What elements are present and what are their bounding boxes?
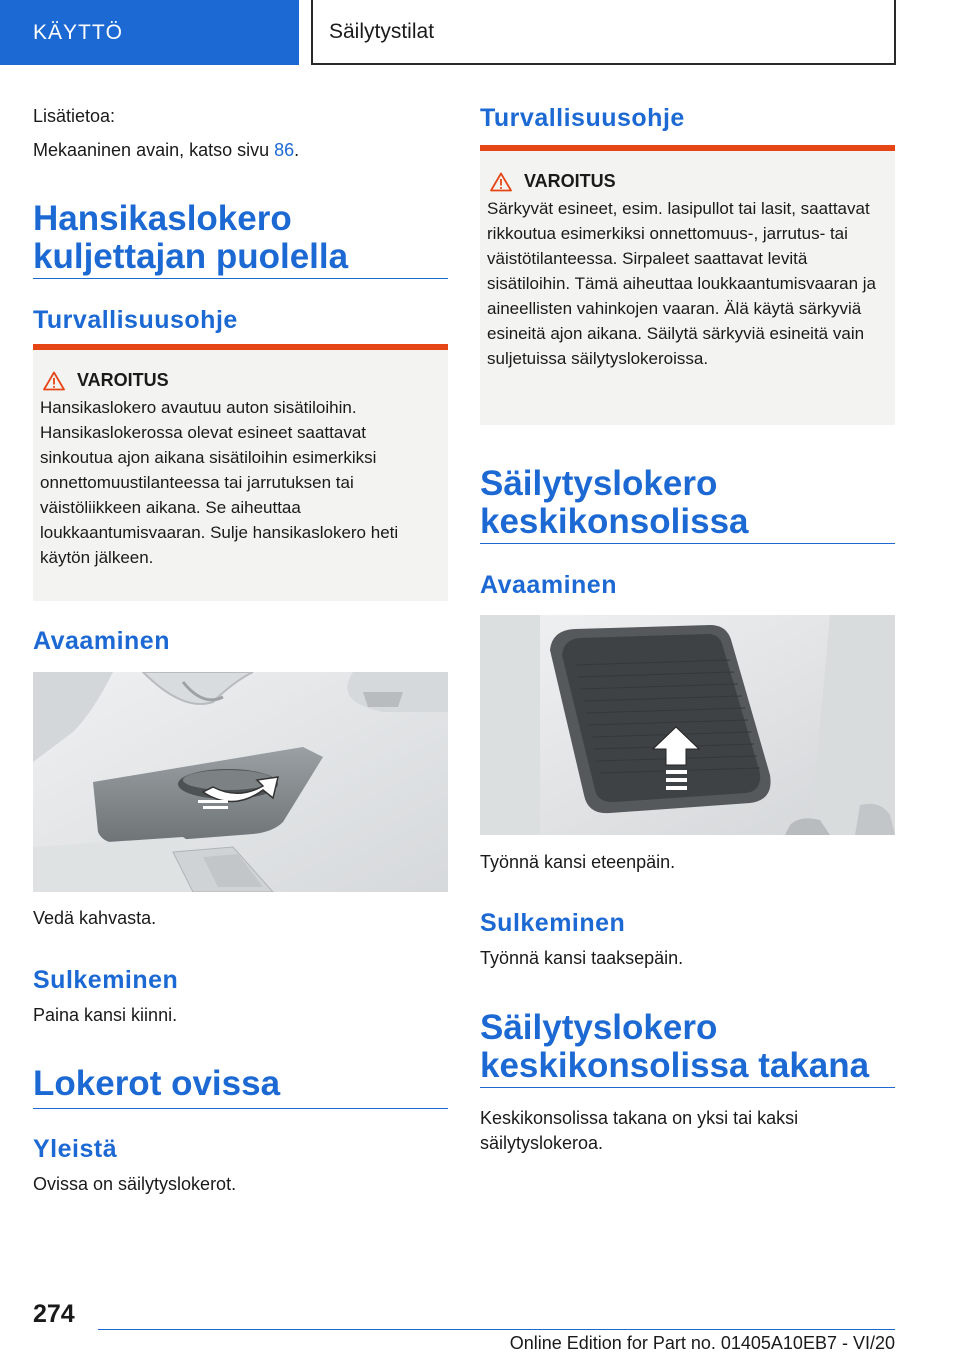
- console-heading-block: [480, 465, 895, 544]
- section-tab: [0, 0, 299, 65]
- console-heading: Säilytyslokero keskikonsolissa: [480, 464, 749, 541]
- close-heading-left: Sulkeminen: [33, 966, 179, 994]
- page-link[interactable]: 86: [274, 140, 295, 160]
- info-label: Lisätietoa:: [33, 106, 116, 126]
- info-paragraph: [33, 138, 448, 163]
- open-instruction-left: Vedä kahvasta.: [33, 908, 157, 928]
- doors-heading-block: [33, 1065, 448, 1109]
- footer-divider: [98, 1329, 895, 1330]
- section-label: KÄYTTÖ: [33, 20, 124, 44]
- warning-title: VAROITUS: [524, 171, 616, 191]
- chapter-label: Säilytystilat: [329, 19, 435, 43]
- console-image: [480, 615, 895, 835]
- close-heading-right: Sulkeminen: [480, 909, 626, 937]
- doors-heading: Lokerot ovissa: [33, 1064, 281, 1103]
- open-instruction-right: Työnnä kansi eteenpäin.: [480, 852, 676, 872]
- warning-triangle-icon: [43, 371, 65, 391]
- warning-box-left: [33, 344, 448, 601]
- glovebox-heading-block: [33, 198, 448, 279]
- close-instruction-left: Paina kansi kiinni.: [33, 1005, 178, 1025]
- page-number: 274: [33, 1300, 75, 1328]
- rear-heading: Säilytyslokero keskikonsolissa takana: [480, 1008, 870, 1085]
- warning-title: VAROITUS: [77, 370, 169, 390]
- warning-text: Hansikaslokero avautuu auton sisätiloihin. Hansikaslokerossa olevat esineet saattavat sinkoutua ajon aikana sisätiloihin esimerkiksi onnettomuustilanteessa tai jarrutuksen tai väistöliikkeen aikana. Se aiheuttaa loukkaantumisvaaran. Sulje hansikaslokero heti käytön jälkeen.: [40, 398, 399, 567]
- rear-text: Keskikonsolissa takana on yksi tai kaksi säilytyslokeroa.: [480, 1108, 799, 1153]
- warning-text: Särkyvät esineet, esim. lasipullot tai lasit, saattavat rikkoutua esimerkiksi onnettomuus-, jarrutus- tai väistötilanteessa. Sirpaleet saattavat levitä sisätiloihin. Tämä aiheuttaa loukkaantumisvaaran ja aineellisten vahinkojen vaaran. Älä käytä särkyviä esineitä ajon aikana. Säilytä särkyviä esineitä vain suljetuissa säilytyslokeroissa.: [487, 199, 877, 368]
- safety-heading-left: Turvallisuusohje: [33, 306, 238, 334]
- chapter-tab: [311, 0, 896, 65]
- warning-box-right: [480, 145, 895, 425]
- general-heading: Yleistä: [33, 1135, 118, 1163]
- glovebox-illustration: [33, 672, 448, 892]
- general-text: Ovissa on säilytyslokerot.: [33, 1174, 237, 1194]
- open-heading-right: Avaaminen: [480, 571, 617, 599]
- safety-heading-right: Turvallisuusohje: [480, 104, 685, 132]
- console-illustration: [480, 615, 895, 835]
- open-heading-left: Avaaminen: [33, 627, 170, 655]
- close-instruction-right: Työnnä kansi taaksepäin.: [480, 948, 684, 968]
- edition-label: Online Edition for Part no. 01405A10EB7 - VI/20: [509, 1333, 895, 1353]
- glovebox-image: [33, 672, 448, 892]
- rear-heading-block: [480, 1009, 895, 1088]
- warning-title-row: [487, 171, 888, 192]
- info-end: .: [294, 140, 300, 160]
- warning-title-row: [40, 370, 441, 391]
- glovebox-heading: Hansikaslokero kuljettajan puolella: [33, 199, 349, 276]
- warning-triangle-icon: [490, 172, 512, 192]
- info-text: Mekaaninen avain, katso sivu: [33, 140, 275, 160]
